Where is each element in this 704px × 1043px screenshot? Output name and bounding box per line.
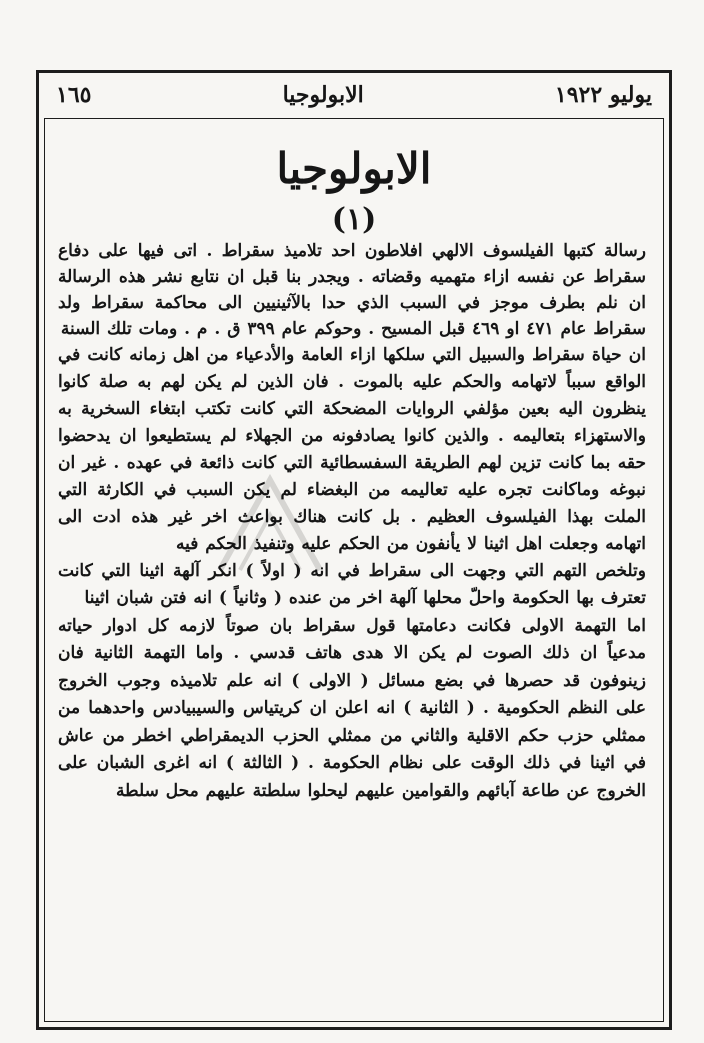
header-journal-title: الابولوجيا: [282, 82, 364, 108]
article-title: الابولوجيا: [276, 144, 432, 193]
paragraph-charges: وتلخص التهم التي وجهت الى سقراط في انه ( اولاً ) انكر آلهة اثينا التي كانت تعترف بها الحكومة واحلّ محلها آلهة اخر من عنده ( وثانياً ) انه فتن شبان اثينا: [58, 561, 646, 609]
header-date: يوليو ١٩٢٢: [554, 82, 652, 108]
article-body: [58, 238, 646, 805]
header-page-number: ١٦٥: [56, 82, 92, 108]
paragraph-first-charge: اما التهمة الاولى فكانت دعامتها قول سقراط بان صوتاً لازمه كل ادوار حياته مدعياً ان ذلك الصوت لم يكن الا هدى هاتف قدسي . واما التهمة الثانية فان زينوفون قد حصرها في بضع مسائل ( الاولى ) انه علم تلاميذه وجوب الخروج على النظم الحكومية . ( الثانية ) انه اعلن ان كريتياس والسيبيادس واحدهما من ممثلي حزب حكم الاقلية والثاني من ممثلي الحزب الديمقراطي اخطر من عاش في اثينا في ذلك الوقت على نظام الحكومة . ( الثالثة ) انه اغرى الشبان على الخروج عن طاعة آبائهم والقوامين عليهم ليحلوا سلطتة عليهم محل سلطة: [58, 615, 646, 801]
section-number: (١): [331, 202, 377, 237]
paragraph-intro: رسالة كتبها الفيلسوف الالهي افلاطون احد تلاميذ سقراط . اتى فيها على دفاع سقراط عن نفسه ازاء متهميه وقضاته . ويجدر بنا قبل ان نتابع نشر هذه الرسالة ان نلم بطرف موجز في السبب الذي حدا بالآثينيين الى محاكمة سقراط ولد سقراط عام ٤٧١ او ٤٦٩ قبل المسيح . وحوكم عام ٣٩٩ ق . م . ومات تلك السنة: [58, 241, 646, 339]
paragraph-life-of-socrates: ان حياة سقراط والسبيل التي سلكها ازاء العامة والأدعياء من اهل زمانه كانت في الواقع سبباً لاتهامه والحكم عليه بالموت . فان الذين لم يكن لهم به صلة كانوا ينظرون اليه بعين مؤلفي الروايات المضحكة التي كانت تكتب ابتغاء السخرية به والاستهزاء بتعاليمه . والذين كانوا يصادفونه من الجهلاء لم يستطيعوا ان يدحضوا حقه بما كانت تزين لهم الطريقة السفسطائية التي كانت ذائعة في عهده . غير ان نبوغه وماكانت تجره عليه تعاليمه من البغضاء لم يكن السبب في الكارثة التي الملت بهذا الفيلسوف العظيم . بل كانت هناك بواعث اخر غير هذه ادت الى اتهامه وجعلت اهل اثينا لا يأنفون من الحكم عليه وتنفيذ الحكم فيه: [58, 345, 646, 554]
running-header: [56, 78, 652, 112]
